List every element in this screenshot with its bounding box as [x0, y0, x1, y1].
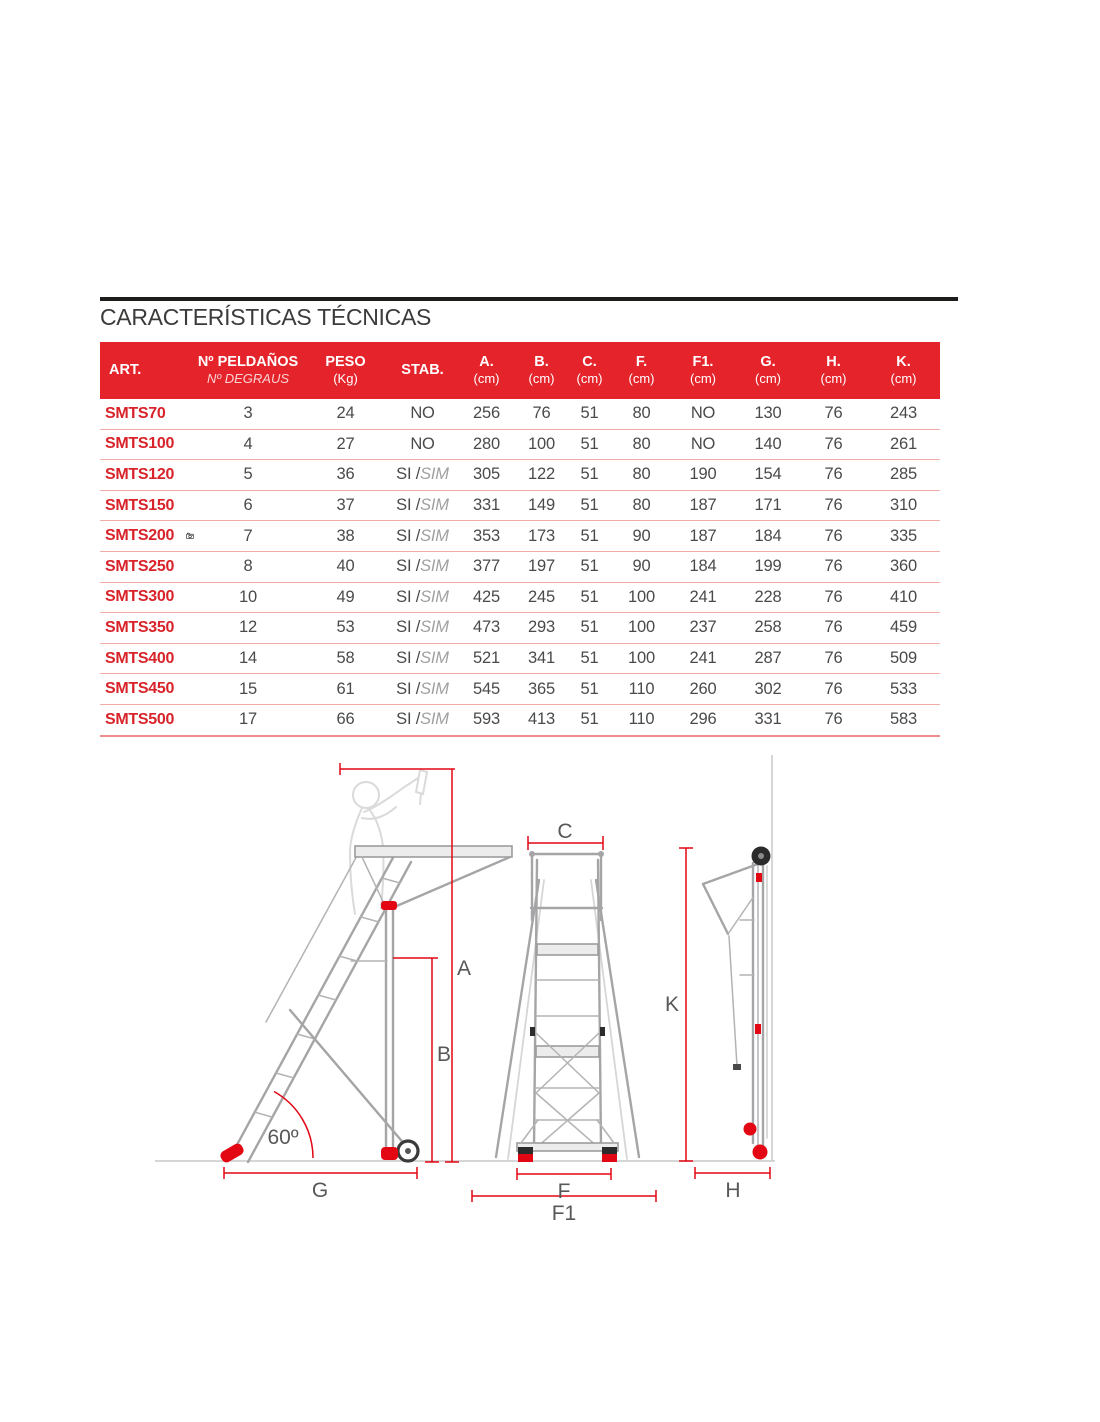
- cell-b: 365: [528, 679, 555, 698]
- cell-steps: 5: [243, 465, 253, 484]
- cell-stab: [389, 557, 456, 576]
- stab-value-alt: SIM: [420, 496, 449, 515]
- article-code: SMTS500: [105, 710, 175, 728]
- cell-c: 51: [580, 434, 599, 453]
- cell-article: [100, 650, 194, 668]
- cell-g: 302: [754, 679, 782, 698]
- stab-value-alt: SIM: [420, 557, 449, 576]
- cell-steps: 15: [239, 679, 257, 698]
- article-code: SMTS350: [105, 618, 175, 636]
- cell-stab: [389, 435, 456, 454]
- cell-f: 100: [628, 618, 655, 637]
- cell-steps: 3: [243, 404, 253, 423]
- cell-c: 51: [580, 710, 599, 729]
- table-header-cell: [736, 342, 800, 399]
- table-row: [100, 491, 940, 522]
- dim-label-g: G: [311, 1179, 329, 1202]
- cell-article: [100, 524, 194, 548]
- cell-f: 90: [632, 557, 651, 576]
- table-row: [100, 674, 940, 705]
- table-header-cell: [517, 342, 566, 399]
- stab-value: SI /: [396, 710, 421, 729]
- header-label: STAB.: [401, 362, 444, 379]
- cell-weight: 61: [336, 679, 355, 698]
- cell-c: 51: [580, 587, 599, 606]
- header-sublabel: (cm): [820, 371, 847, 387]
- cell-c: 51: [580, 465, 599, 484]
- cell-f: 110: [628, 679, 655, 698]
- cell-b: 293: [528, 618, 555, 637]
- cell-f: 80: [632, 496, 651, 515]
- cell-g: 228: [754, 587, 782, 606]
- cell-b: 100: [528, 434, 555, 453]
- cell-k: 261: [890, 434, 917, 453]
- dim-label-f: F: [557, 1180, 571, 1203]
- cell-f1: 184: [689, 557, 717, 576]
- cell-g: 199: [754, 557, 782, 576]
- page-title: CARACTERÍSTICAS TÉCNICAS: [100, 304, 432, 330]
- article-code: SMTS100: [105, 435, 175, 453]
- article-code: SMTS200: [105, 527, 175, 545]
- cell-stab: [389, 710, 456, 729]
- cell-a: 545: [473, 679, 500, 698]
- cell-steps: 10: [239, 587, 257, 606]
- table-header-cell: [100, 342, 194, 399]
- cell-h: 76: [824, 710, 843, 729]
- ladder-dimension-diagram: [140, 748, 990, 1253]
- cell-weight: 24: [336, 404, 355, 423]
- cell-steps: 8: [243, 557, 253, 576]
- article-code: SMTS120: [105, 465, 175, 483]
- cell-g: 171: [754, 496, 782, 515]
- folded-view-ladder: [703, 847, 771, 1160]
- dim-label-c: C: [557, 820, 573, 843]
- cell-k: 533: [890, 679, 917, 698]
- cell-f: 80: [632, 434, 651, 453]
- header-sublabel: (cm): [628, 371, 655, 387]
- cell-g: 140: [754, 434, 782, 453]
- cell-k: 360: [890, 557, 917, 576]
- title-rule: [100, 297, 958, 301]
- header-label: H.: [826, 354, 841, 371]
- cell-h: 76: [824, 649, 843, 668]
- stab-value: NO: [410, 404, 435, 423]
- stab-value: SI /: [396, 679, 421, 698]
- cell-b: 76: [532, 404, 551, 423]
- dim-label-f1: F1: [551, 1202, 577, 1225]
- header-sublabel: Nº DEGRAUS: [206, 371, 290, 387]
- cell-k: 310: [890, 496, 917, 515]
- cell-b: 122: [528, 465, 555, 484]
- cell-weight: 37: [336, 496, 355, 515]
- cell-a: 256: [473, 404, 500, 423]
- header-label: G.: [760, 354, 776, 371]
- table-row: [100, 430, 940, 461]
- cell-h: 76: [824, 618, 843, 637]
- cell-c: 51: [580, 557, 599, 576]
- cell-steps: 12: [239, 618, 257, 637]
- cell-article: [100, 466, 194, 484]
- cell-c: 51: [580, 618, 599, 637]
- cell-c: 51: [580, 404, 599, 423]
- cell-h: 76: [824, 465, 843, 484]
- cell-steps: 17: [239, 710, 257, 729]
- header-label: Nº PELDAÑOS: [197, 354, 299, 371]
- cell-a: 473: [473, 618, 500, 637]
- stab-value: NO: [410, 434, 435, 453]
- table-row: [100, 613, 940, 644]
- cell-article: [100, 588, 194, 606]
- cell-k: 410: [890, 587, 917, 606]
- header-label: ART.: [109, 362, 142, 379]
- cell-f1: NO: [690, 404, 716, 423]
- article-code: SMTS150: [105, 496, 175, 514]
- cell-stab: [389, 618, 456, 637]
- cell-article: [100, 435, 194, 453]
- cell-stab: [389, 496, 456, 515]
- platform: [355, 846, 512, 857]
- cell-f: 80: [632, 404, 651, 423]
- cell-h: 76: [824, 404, 843, 423]
- stab-value: SI /: [396, 496, 421, 515]
- header-sublabel: (cm): [576, 371, 603, 387]
- cell-weight: 53: [336, 618, 355, 637]
- cell-f: 80: [632, 465, 651, 484]
- cell-k: 459: [890, 618, 917, 637]
- cell-article: [100, 497, 194, 515]
- stab-value-alt: SIM: [420, 679, 449, 698]
- cell-f: 110: [628, 710, 655, 729]
- cell-g: 154: [754, 465, 782, 484]
- header-label: K.: [896, 354, 911, 371]
- cell-a: 377: [473, 557, 500, 576]
- cell-steps: 7: [243, 526, 253, 545]
- stab-value-alt: SIM: [420, 618, 449, 637]
- cell-b: 341: [528, 649, 555, 668]
- stab-value-alt: SIM: [420, 710, 449, 729]
- cell-weight: 66: [336, 710, 355, 729]
- cell-f1: 241: [689, 649, 717, 668]
- table-header-cell: [194, 342, 302, 399]
- cell-stab: [389, 649, 456, 668]
- table-row: [100, 552, 940, 583]
- cell-a: 280: [473, 434, 500, 453]
- header-sublabel: (cm): [528, 371, 555, 387]
- table-row: [100, 644, 940, 675]
- cell-b: 149: [528, 496, 555, 515]
- stab-value: SI /: [396, 557, 421, 576]
- header-sublabel: (cm): [755, 371, 781, 387]
- cell-f1: 237: [689, 618, 717, 637]
- cell-k: 335: [890, 526, 917, 545]
- table-header-cell: [566, 342, 613, 399]
- header-label: PESO: [325, 354, 366, 371]
- cell-f1: 296: [689, 710, 717, 729]
- cell-f1: 187: [689, 526, 717, 545]
- stab-value-alt: SIM: [420, 587, 449, 606]
- cell-c: 51: [580, 496, 599, 515]
- header-sublabel: (cm): [690, 371, 716, 387]
- cell-c: 51: [580, 649, 599, 668]
- cell-a: 331: [473, 496, 500, 515]
- stab-value: SI /: [396, 618, 421, 637]
- header-label: F.: [635, 354, 648, 371]
- dim-label-a: A: [457, 957, 472, 980]
- table-header-cell: [302, 342, 389, 399]
- cell-a: 521: [473, 649, 500, 668]
- cell-k: 243: [890, 404, 917, 423]
- cell-weight: 49: [336, 587, 355, 606]
- rear-foot: [381, 1147, 398, 1160]
- cell-weight: 38: [336, 526, 355, 545]
- cell-f: 90: [632, 526, 651, 545]
- table-row: [100, 399, 940, 430]
- cell-article: [100, 619, 194, 637]
- cell-article: [100, 558, 194, 576]
- cell-f1: 187: [689, 496, 717, 515]
- cell-a: 593: [473, 710, 500, 729]
- table-header-cell: [800, 342, 867, 399]
- table-row: [100, 460, 940, 491]
- cell-a: 353: [473, 526, 500, 545]
- person-sketch: [350, 770, 427, 914]
- dim-label-b: B: [437, 1043, 452, 1066]
- cell-stab: [389, 527, 456, 546]
- cell-h: 76: [824, 496, 843, 515]
- cell-k: 583: [890, 710, 917, 729]
- cell-f1: 241: [689, 587, 717, 606]
- cell-article: [100, 711, 194, 729]
- stab-value: SI /: [396, 587, 421, 606]
- cell-g: 258: [754, 618, 782, 637]
- cell-f1: 190: [689, 465, 717, 484]
- cell-k: 285: [890, 465, 917, 484]
- article-code: SMTS300: [105, 588, 175, 606]
- table-header-cell: [389, 342, 456, 399]
- cell-b: 173: [528, 526, 555, 545]
- cell-article: [100, 680, 194, 698]
- folded-foot: [753, 1145, 768, 1160]
- article-code: SMTS70: [105, 404, 166, 422]
- dim-label-h: H: [725, 1179, 741, 1202]
- cell-h: 76: [824, 434, 843, 453]
- cell-h: 76: [824, 679, 843, 698]
- table-row: [100, 705, 940, 735]
- cell-steps: 6: [243, 496, 253, 515]
- stab-value: SI /: [396, 465, 421, 484]
- cell-weight: 40: [336, 557, 355, 576]
- cell-h: 76: [824, 526, 843, 545]
- article-code: SMTS400: [105, 649, 175, 667]
- front-view-ladder: [496, 851, 639, 1162]
- header-label: F1.: [692, 354, 714, 371]
- cell-c: 51: [580, 679, 599, 698]
- stab-value: SI /: [396, 526, 421, 545]
- cell-weight: 58: [336, 649, 355, 668]
- cell-g: 287: [754, 649, 782, 668]
- stab-value: SI /: [396, 649, 421, 668]
- cell-b: 245: [528, 587, 555, 606]
- header-sublabel: (cm): [473, 371, 500, 387]
- cell-article: [100, 405, 194, 423]
- header-sublabel: (Kg): [333, 371, 358, 387]
- cell-stab: [389, 465, 456, 484]
- cell-f: 100: [628, 649, 655, 668]
- dim-label-k: K: [664, 993, 679, 1016]
- cell-weight: 36: [336, 465, 355, 484]
- cell-stab: [389, 404, 456, 423]
- header-sublabel: (cm): [890, 371, 917, 387]
- cell-steps: 14: [239, 649, 257, 668]
- table-header-row: [100, 342, 940, 399]
- cell-c: 51: [580, 526, 599, 545]
- cell-h: 76: [824, 587, 843, 606]
- cell-stab: [389, 588, 456, 607]
- header-label: A.: [479, 354, 494, 371]
- stab-value-alt: SIM: [420, 465, 449, 484]
- cell-b: 197: [528, 557, 555, 576]
- table-header-cell: [456, 342, 517, 399]
- cell-g: 331: [754, 710, 782, 729]
- cell-stab: [389, 680, 456, 699]
- cell-weight: 27: [336, 434, 355, 453]
- cell-f1: 260: [689, 679, 717, 698]
- ladder-steps: [254, 878, 400, 1117]
- cell-h: 76: [824, 557, 843, 576]
- cell-a: 425: [473, 587, 500, 606]
- spec-table: [100, 342, 940, 737]
- header-label: C.: [582, 354, 597, 371]
- table-header-cell: [613, 342, 670, 399]
- angle-label: 60º: [267, 1126, 299, 1149]
- table-row: [100, 521, 940, 552]
- cell-b: 413: [528, 710, 555, 729]
- table-header-cell: [867, 342, 940, 399]
- folded-foot: [744, 1123, 757, 1136]
- cell-steps: 4: [243, 434, 253, 453]
- article-code: SMTS250: [105, 557, 175, 575]
- cell-f: 100: [628, 587, 655, 606]
- article-code: SMTS450: [105, 680, 175, 698]
- cell-f1: NO: [690, 434, 716, 453]
- camera-icon[interactable]: [186, 524, 194, 548]
- table-header-cell: [670, 342, 736, 399]
- cell-k: 509: [890, 649, 917, 668]
- table-row: [100, 583, 940, 614]
- table-body: [100, 399, 940, 737]
- cell-g: 130: [754, 404, 782, 423]
- stab-value-alt: SIM: [420, 526, 449, 545]
- stab-value-alt: SIM: [420, 649, 449, 668]
- cell-g: 184: [754, 526, 782, 545]
- dimension-lines: [224, 763, 770, 1202]
- header-label: B.: [534, 354, 549, 371]
- cell-a: 305: [473, 465, 500, 484]
